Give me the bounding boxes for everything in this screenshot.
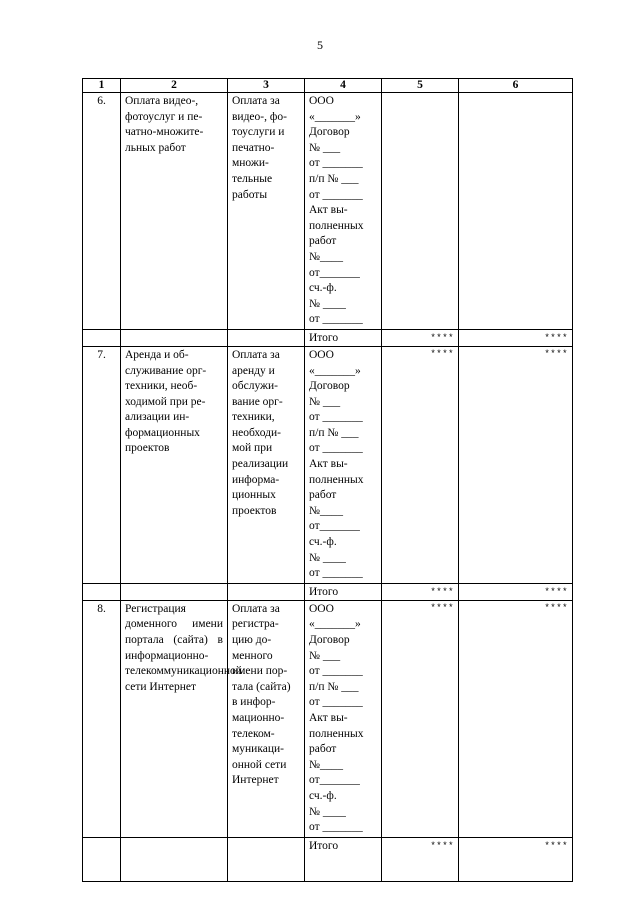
- empty-cell: [121, 329, 228, 346]
- total-label: Итого: [305, 837, 382, 881]
- total-col-5: ****: [382, 583, 459, 600]
- expense-table: [82, 78, 573, 882]
- empty-cell: [83, 583, 121, 600]
- total-row: [83, 837, 573, 881]
- total-label: Итого: [305, 329, 382, 346]
- empty-cell: [83, 837, 121, 881]
- total-col-6: ****: [459, 329, 573, 346]
- amount-col-6: [459, 93, 573, 330]
- supporting-documents: ООО «_______» Договор № ___ от _______ п/п № ___ от _______ Акт вы- полненных работ №____ от_______ сч.-ф. № ____ от _______: [305, 93, 382, 330]
- expense-name: Оплата видео-, фотоуслуг и пе- чатно-множите- льных работ: [121, 93, 228, 330]
- header-col-3: 3: [228, 79, 305, 93]
- total-row: [83, 583, 573, 600]
- header-col-2: 2: [121, 79, 228, 93]
- amount-col-6: ****: [459, 346, 573, 583]
- total-row: [83, 329, 573, 346]
- expense-name: Регистрация доменного имени портала (сайта) в информационно-телекоммуникационной сети Интернет: [121, 600, 228, 837]
- total-col-6: ****: [459, 583, 573, 600]
- amount-col-5: ****: [382, 600, 459, 837]
- header-row: [83, 79, 573, 93]
- total-col-6: ****: [459, 837, 573, 881]
- expense-purpose: Оплата за аренду и обслужи- вание орг- техники, необходи- мой при реализации информа- ционных проектов: [228, 346, 305, 583]
- amount-col-5: [382, 93, 459, 330]
- table-row: [83, 600, 573, 837]
- expense-purpose: Оплата за регистра- цию до- менного имени пор- тала (сайта) в инфор- мационно- телеком- муникаци- онной сети Интернет: [228, 600, 305, 837]
- supporting-documents: ООО «_______» Договор № ___ от _______ п/п № ___ от _______ Акт вы- полненных работ №____ от_______ сч.-ф. № ____ от _______: [305, 600, 382, 837]
- total-col-5: ****: [382, 837, 459, 881]
- row-number: 8.: [83, 600, 121, 837]
- page-number: 5: [317, 38, 323, 52]
- amount-col-5: ****: [382, 346, 459, 583]
- header-col-1: 1: [83, 79, 121, 93]
- header-col-6: 6: [459, 79, 573, 93]
- expense-name: Аренда и об- служивание орг- техники, необ- ходимой при ре- ализации ин- формационных проектов: [121, 346, 228, 583]
- empty-cell: [83, 329, 121, 346]
- total-col-5: ****: [382, 329, 459, 346]
- empty-cell: [228, 329, 305, 346]
- amount-col-6: ****: [459, 600, 573, 837]
- expense-purpose: Оплата за видео-, фо- тоуслуги и печатно- множи- тельные работы: [228, 93, 305, 330]
- empty-cell: [121, 583, 228, 600]
- row-number: 7.: [83, 346, 121, 583]
- row-number: 6.: [83, 93, 121, 330]
- empty-cell: [121, 837, 228, 881]
- table-row: [83, 93, 573, 330]
- empty-cell: [228, 583, 305, 600]
- empty-cell: [228, 837, 305, 881]
- total-label: Итого: [305, 583, 382, 600]
- header-col-5: 5: [382, 79, 459, 93]
- table-row: [83, 346, 573, 583]
- header-col-4: 4: [305, 79, 382, 93]
- supporting-documents: ООО «_______» Договор № ___ от _______ п/п № ___ от _______ Акт вы- полненных работ №____ от_______ сч.-ф. № ____ от _______: [305, 346, 382, 583]
